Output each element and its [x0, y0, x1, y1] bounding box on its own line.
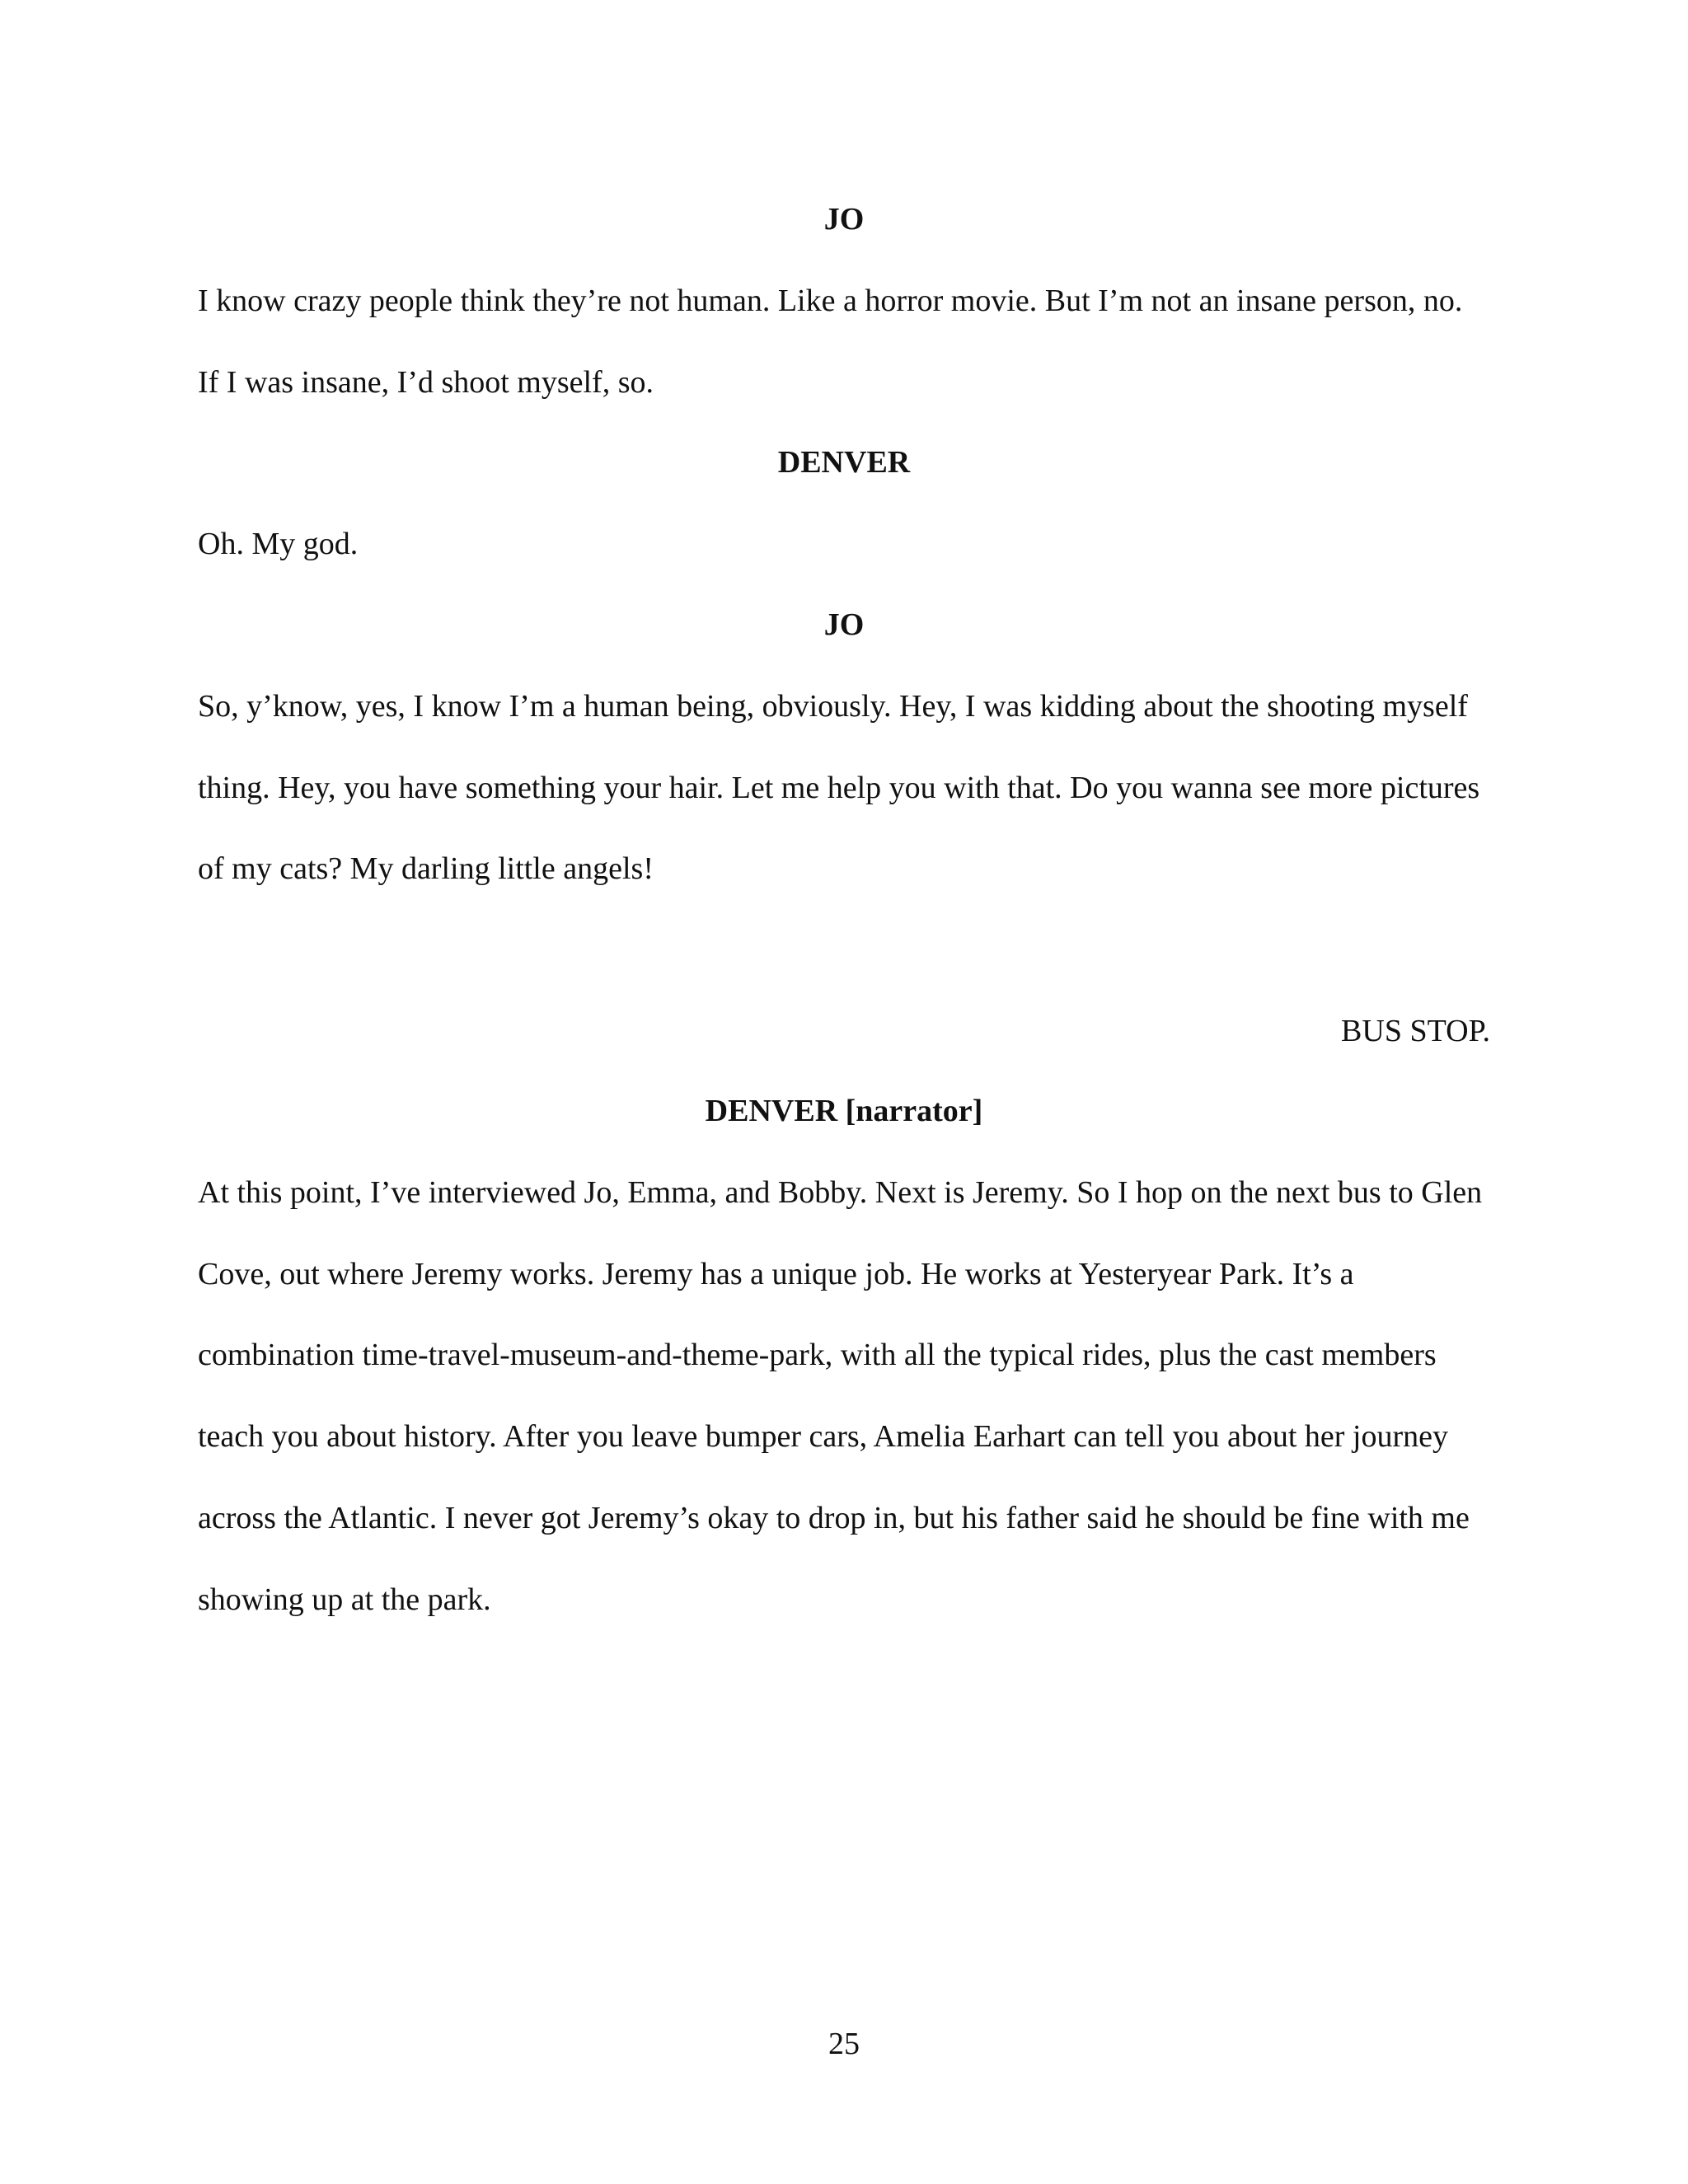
speaker-denver-narrator: DENVER [narrator] — [705, 1094, 983, 1128]
page-number: 25 — [828, 2027, 860, 2061]
dialogue-denver-narrator: At this point, I’ve interviewed Jo, Emma, and Bobby. Next is Jeremy. So I hop on the next bus to Glen Cove, out where Jeremy works. Jeremy has a unique job. He works at Yesteryear Park. It’s a combination time-travel-museum-and-theme-park, with all the typical rides, plus the cast members teach you about history. After you leave bumper cars, Amelia Earhart can tell you about her journey across the Atlantic. I never got Jeremy’s okay to drop in, but his father said he should be fine with me showing up at the park. — [198, 1175, 1483, 1617]
dialogue-jo-2: So, y’know, yes, I know I’m a human being, obviously. Hey, I was kidding about the shooting myself thing. Hey, you have something your hair. Let me help you with that. Do you wanna see more pictures of my cats? My darling little angels! — [198, 689, 1480, 887]
scene-heading: BUS STOP. — [1341, 1014, 1490, 1048]
speaker-jo: JO — [823, 202, 865, 237]
speaker-jo-2: JO — [823, 607, 865, 642]
dialogue-jo-1: I know crazy people think they’re not human. Like a horror movie. But I’m not an insane person, no. If I was insane, I’d shoot myself, so. — [198, 284, 1463, 400]
dialogue-denver: Oh. My god. — [198, 527, 359, 561]
speaker-denver: DENVER — [777, 445, 911, 480]
